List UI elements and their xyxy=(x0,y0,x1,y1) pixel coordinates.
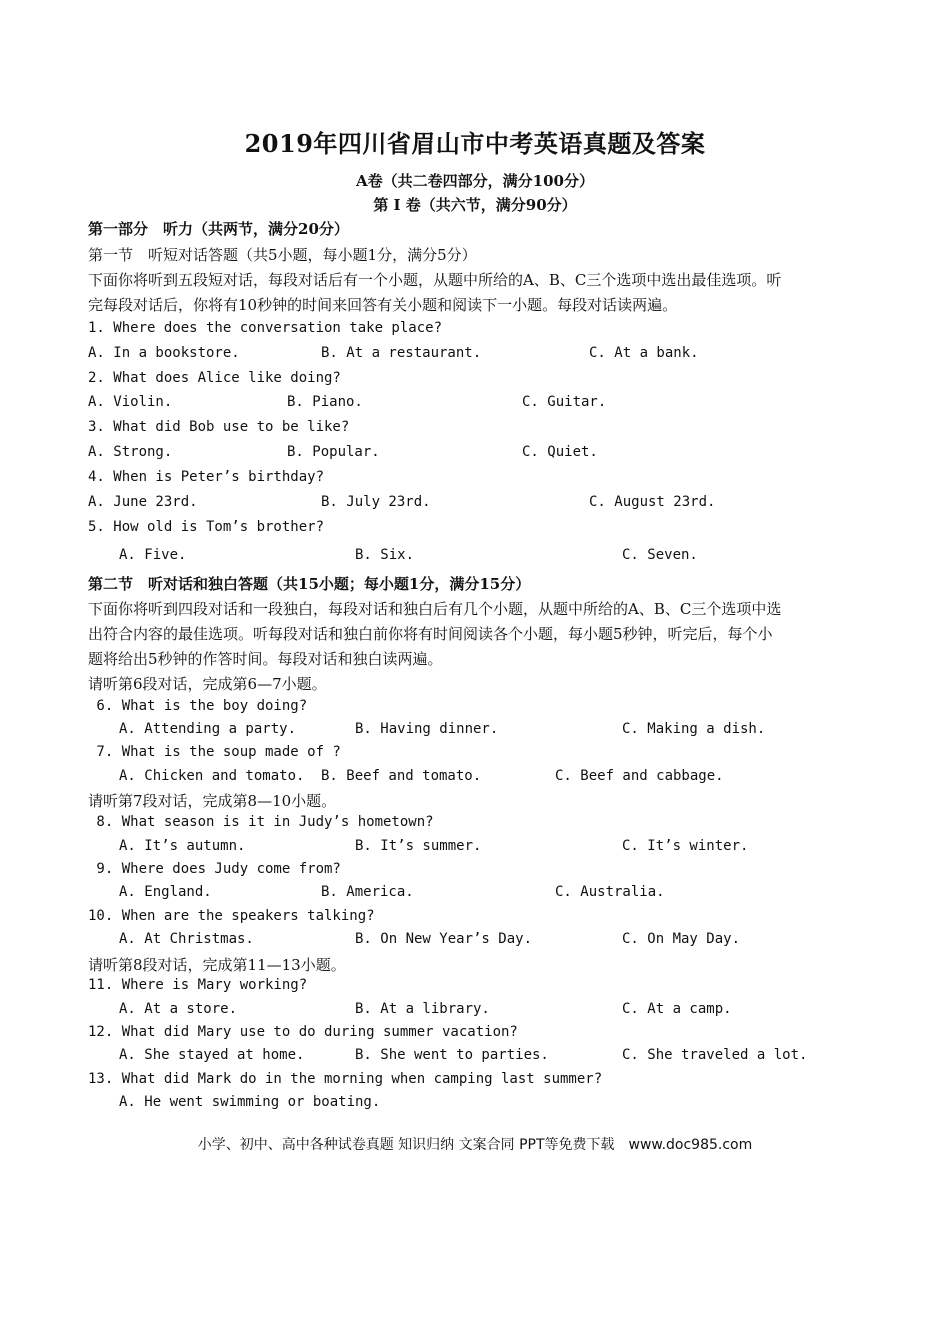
question-8-option-b: B. It’s summer. xyxy=(355,838,482,854)
question-9: 9. Where does Judy come from? xyxy=(88,861,341,877)
instruction-dialogue-7: 请听第7段对话，完成第8—10小题。 xyxy=(88,792,337,810)
page-footer: 小学、初中、高中各种试卷真题 知识归纳 文案合同 PPT等免费下载 www.doc985.com xyxy=(197,1137,753,1153)
question-1-option-b: B. At a restaurant. xyxy=(321,345,482,361)
question-13: 13. What did Mark do in the morning when camping last summer? xyxy=(88,1071,603,1087)
question-11: 11. Where is Mary working? xyxy=(88,977,308,993)
question-4-option-c: C. August 23rd. xyxy=(589,494,716,510)
question-5-option-c: C. Seven. xyxy=(622,547,698,563)
question-4: 4. When is Peter’s birthday? xyxy=(88,469,325,485)
section2-intro-line2: 出符合内容的最佳选项。听每段对话和独白前你将有时间阅读各个小题，每小题5秒钟，听完后，每个小 xyxy=(88,625,773,643)
question-8: 8. What season is it in Judy’s hometown? xyxy=(88,814,434,830)
section1-intro-line1: 下面你将听到五段短对话，每段对话后有一个小题，从题中所给的A、B、C三个选项中选出最佳选项。听 xyxy=(88,271,782,289)
question-1-option-c: C. At a bank. xyxy=(589,345,699,361)
question-12: 12. What did Mary use to do during summer vacation? xyxy=(88,1024,518,1040)
question-10: 10. When are the speakers talking? xyxy=(88,908,375,924)
question-7-option-a: A. Chicken and tomato. xyxy=(119,768,305,784)
question-5-option-a: A. Five. xyxy=(119,547,187,563)
question-11-option-c: C. At a camp. xyxy=(622,1001,732,1017)
question-10-option-b: B. On New Year’s Day. xyxy=(355,931,533,947)
question-9-option-a: A. England. xyxy=(119,884,212,900)
question-8-option-c: C. It’s winter. xyxy=(622,838,749,854)
question-7: 7. What is the soup made of ? xyxy=(88,744,341,760)
section2-heading: 第二节 听对话和独白答题（共15小题；每小题1分，满分15分） xyxy=(88,575,531,593)
instruction-dialogue-8: 请听第8段对话，完成第11—13小题。 xyxy=(88,956,346,974)
question-1: 1. Where does the conversation take place? xyxy=(88,320,443,336)
question-6-option-c: C. Making a dish. xyxy=(622,721,766,737)
question-3: 3. What did Bob use to be like? xyxy=(88,419,350,435)
question-5-option-b: B. Six. xyxy=(355,547,415,563)
paper-a-subtitle: A卷（共二卷四部分，满分100分） xyxy=(356,172,594,190)
question-6-option-b: B. Having dinner. xyxy=(355,721,499,737)
question-4-option-b: B. July 23rd. xyxy=(321,494,431,510)
question-6: 6. What is the boy doing? xyxy=(88,698,308,714)
question-11-option-a: A. At a store. xyxy=(119,1001,238,1017)
question-2-option-c: C. Guitar. xyxy=(522,394,607,410)
question-9-option-c: C. Australia. xyxy=(555,884,665,900)
question-6-option-a: A. Attending a party. xyxy=(119,721,297,737)
question-7-option-b: B. Beef and tomato. xyxy=(321,768,482,784)
question-2-option-a: A. Violin. xyxy=(88,394,173,410)
section1-intro-line2: 完每段对话后，你将有10秒钟的时间来回答有关小题和阅读下一小题。每段对话读两遍。 xyxy=(88,296,678,314)
question-9-option-b: B. America. xyxy=(321,884,414,900)
question-5: 5. How old is Tom’s brother? xyxy=(88,519,325,535)
question-3-option-b: B. Popular. xyxy=(287,444,380,460)
question-8-option-a: A. It’s autumn. xyxy=(119,838,246,854)
question-12-option-a: A. She stayed at home. xyxy=(119,1047,305,1063)
question-1-option-a: A. In a bookstore. xyxy=(88,345,240,361)
question-12-option-b: B. She went to parties. xyxy=(355,1047,549,1063)
question-4-option-a: A. June 23rd. xyxy=(88,494,198,510)
question-11-option-b: B. At a library. xyxy=(355,1001,490,1017)
question-13-option-a: A. He went swimming or boating. xyxy=(119,1094,381,1110)
question-10-option-c: C. On May Day. xyxy=(622,931,741,947)
question-2-option-b: B. Piano. xyxy=(287,394,363,410)
section2-intro-line1: 下面你将听到四段对话和一段独白，每段对话和独白后有几个小题，从题中所给的A、B、C三个选项中选 xyxy=(88,600,782,618)
section1-heading: 第一节 听短对话答题（共5小题，每小题1分，满分5分） xyxy=(88,246,477,264)
document-title: 2019年四川省眉山市中考英语真题及答案 xyxy=(244,129,706,158)
instruction-dialogue-6: 请听第6段对话，完成第6—7小题。 xyxy=(88,675,327,693)
question-2: 2. What does Alice like doing? xyxy=(88,370,341,386)
question-3-option-a: A. Strong. xyxy=(88,444,173,460)
part1-heading: 第一部分 听力（共两节，满分20分） xyxy=(88,220,349,238)
question-12-option-c: C. She traveled a lot. xyxy=(622,1047,808,1063)
section2-intro-line3: 题将给出5秒钟的作答时间。每段对话和独白读两遍。 xyxy=(88,650,443,668)
question-3-option-c: C. Quiet. xyxy=(522,444,598,460)
question-7-option-c: C. Beef and cabbage. xyxy=(555,768,724,784)
volume-one-subtitle: 第 I 卷（共六节，满分90分） xyxy=(373,196,577,214)
question-10-option-a: A. At Christmas. xyxy=(119,931,254,947)
